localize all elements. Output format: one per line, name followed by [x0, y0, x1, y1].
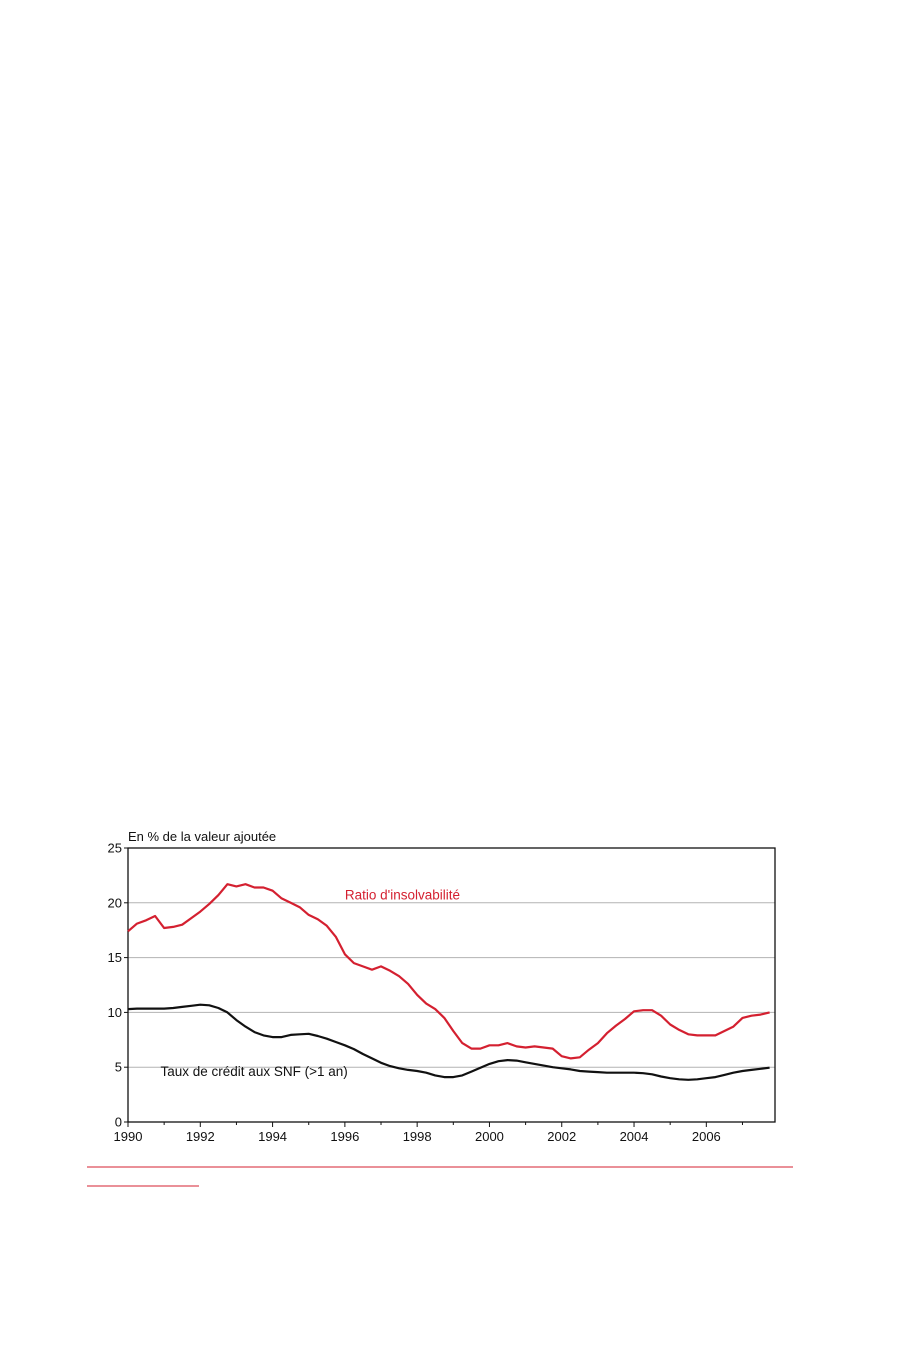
grid-lines: [128, 903, 775, 1067]
x-tick-label: 1994: [258, 1129, 288, 1144]
y-tick-label: 15: [107, 950, 122, 966]
footnote-rules: [87, 1167, 793, 1186]
y-tick-label: 10: [107, 1004, 122, 1020]
x-tick-label: 1992: [185, 1129, 215, 1144]
x-tick-label: 2000: [474, 1129, 504, 1144]
y-axis-title: En % de la valeur ajoutée: [128, 829, 277, 844]
x-tick-label: 2006: [691, 1129, 721, 1144]
y-tick-label: 0: [114, 1114, 122, 1130]
series-line-insolvency: [128, 884, 770, 1058]
y-tick-label: 20: [107, 895, 122, 911]
series-label-insolvency: Ratio d'insolvabilité: [344, 887, 461, 903]
x-tick-label: 2002: [547, 1129, 577, 1144]
x-tick-label: 1990: [113, 1129, 143, 1144]
x-tick-label: 1998: [402, 1129, 432, 1144]
series-lines: [128, 884, 770, 1080]
x-tick-label: 1996: [330, 1129, 360, 1144]
series-label-credit-rate: Taux de crédit aux SNF (>1 an): [160, 1063, 348, 1079]
y-tick-label: 25: [107, 840, 122, 856]
axis-ticks: [108, 841, 743, 1145]
x-tick-label: 2004: [619, 1129, 649, 1144]
y-tick-label: 5: [114, 1059, 122, 1075]
